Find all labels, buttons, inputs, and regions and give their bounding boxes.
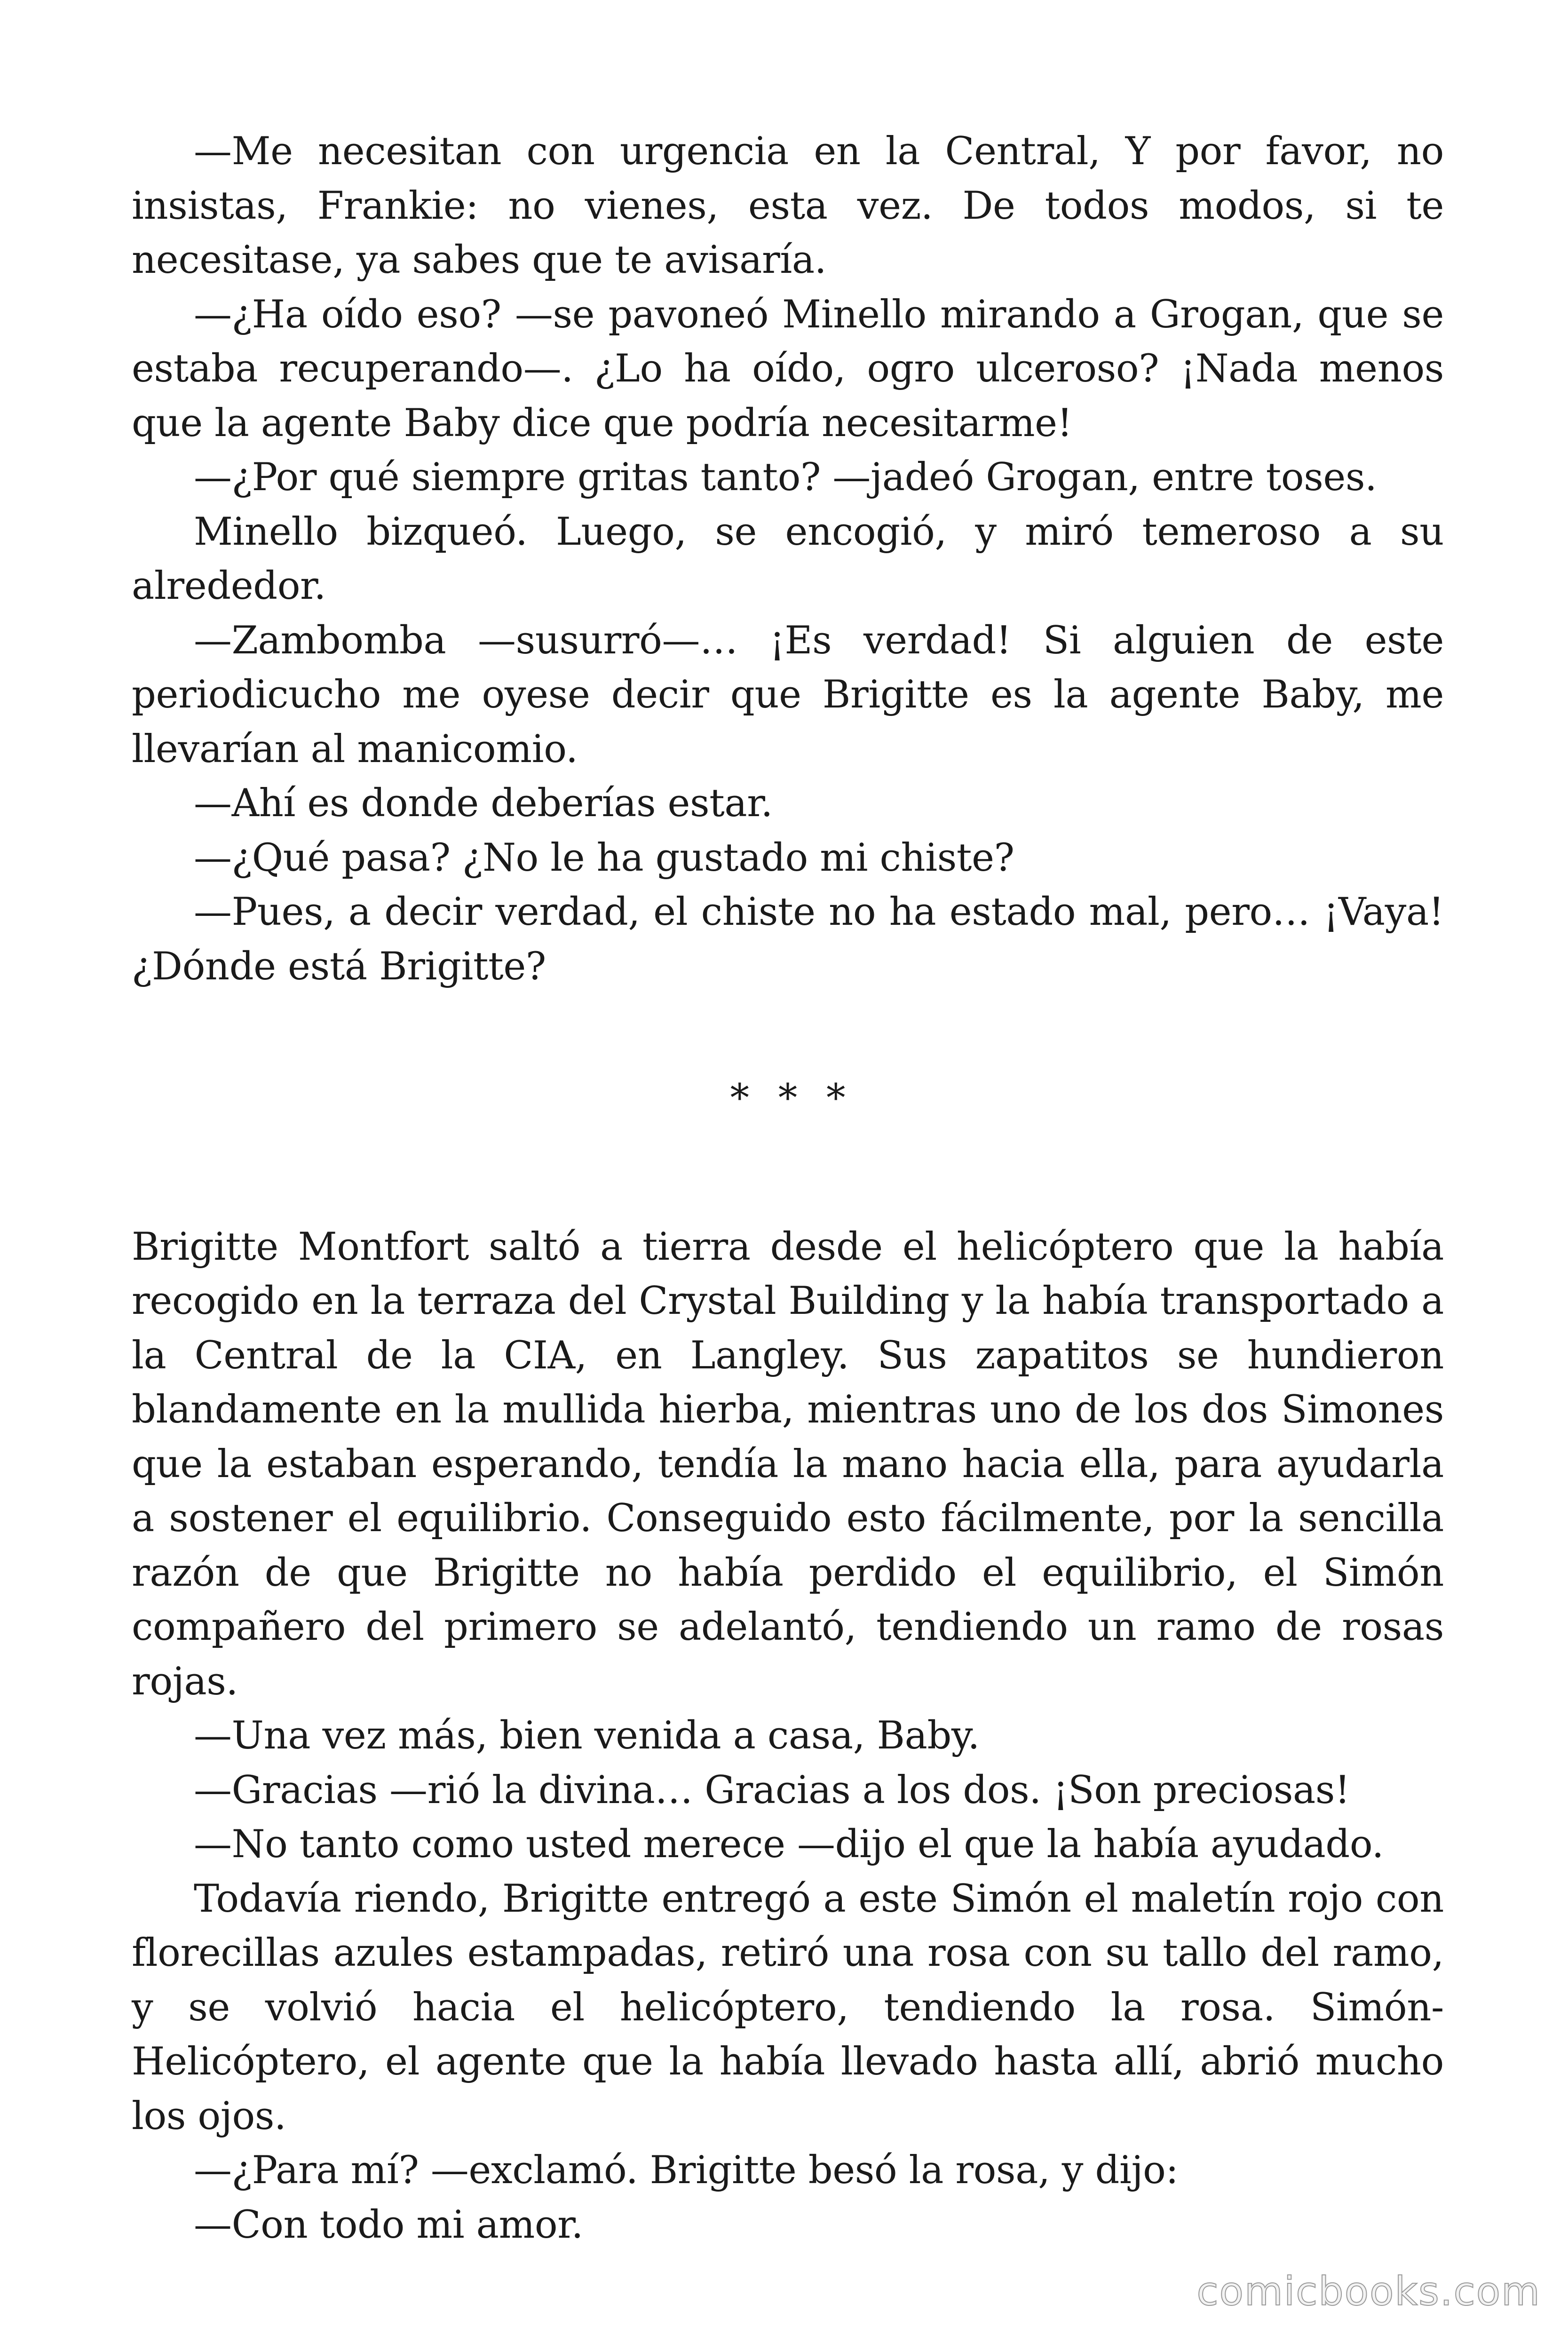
page-body (132, 125, 1444, 2252)
paragraph: —Gracias —rió la divina… Gracias a los dos. ¡Son preciosas! (194, 1768, 1350, 1812)
paragraph: —¿Ha oído eso? —se pavoneó Minello mirando a Grogan, que se estaba recuperando—. ¿Lo ha oído, ogro ulceroso? ¡Nada menos que la agente Baby dice que podría necesitarme! (132, 292, 1444, 445)
paragraph: —Zambomba —susurró—… ¡Es verdad! Si alguien de este periodicucho me oyese decir que Brigitte es la agente Baby, me llevarían al manicomio. (132, 618, 1444, 771)
paragraph: —Pues, a decir verdad, el chiste no ha estado mal, pero… ¡Vaya! ¿Dónde está Brigitte? (132, 890, 1444, 989)
paragraph: —¿Qué pasa? ¿No le ha gustado mi chiste? (194, 835, 1014, 880)
paragraph: —¿Por qué siempre gritas tanto? —jadeó Grogan, entre toses. (194, 455, 1377, 500)
paragraph: Todavía riendo, Brigitte entregó a este Simón el maletín rojo con florecillas azules estampadas, retiró una rosa con su tallo del ramo, y se volvió hacia el helicóptero, tendiendo la rosa. Simón-Helicóptero, el agente que la había llevado hasta allí, abrió mucho los ojos. (132, 1876, 1444, 2138)
paragraph: —No tanto como usted merece —dijo el que la había ayudado. (194, 1822, 1384, 1867)
paragraph: —Con todo mi amor. (194, 2202, 584, 2247)
paragraph: Brigitte Montfort saltó a tierra desde el helicóptero que la había recogido en la terraza del Crystal Building y la había transportado a la Central de la CIA, en Langley. Sus zapatitos se hundieron blandamente en la mullida hierba, mientras uno de los dos Simones que la estaban esperando, tendía la mano hacia ella, para ayudarla a sostener el equilibrio. Conseguido esto fácilmente, por la sencilla razón de que Brigitte no había perdido el equilibrio, el Simón compañero del primero se adelantó, tendiendo un ramo de rosas rojas. (132, 1224, 1444, 1704)
watermark: comicbooks.com (1196, 2268, 1541, 2314)
section-separator: * * * (730, 1076, 854, 1120)
paragraph: —Una vez más, bien venida a casa, Baby. (194, 1714, 980, 1758)
paragraph: —¿Para mí? —exclamó. Brigitte besó la rosa, y dijo: (194, 2148, 1179, 2193)
paragraph: —Ahí es donde deberías estar. (194, 781, 773, 826)
paragraph: Minello bizqueó. Luego, se encogió, y miró temeroso a su alrededor. (132, 509, 1444, 608)
paragraph: —Me necesitan con urgencia en la Central, Y por favor, no insistas, Frankie: no vienes, esta vez. De todos modos, si te necesitase, ya sabes que te avisaría. (132, 129, 1444, 282)
